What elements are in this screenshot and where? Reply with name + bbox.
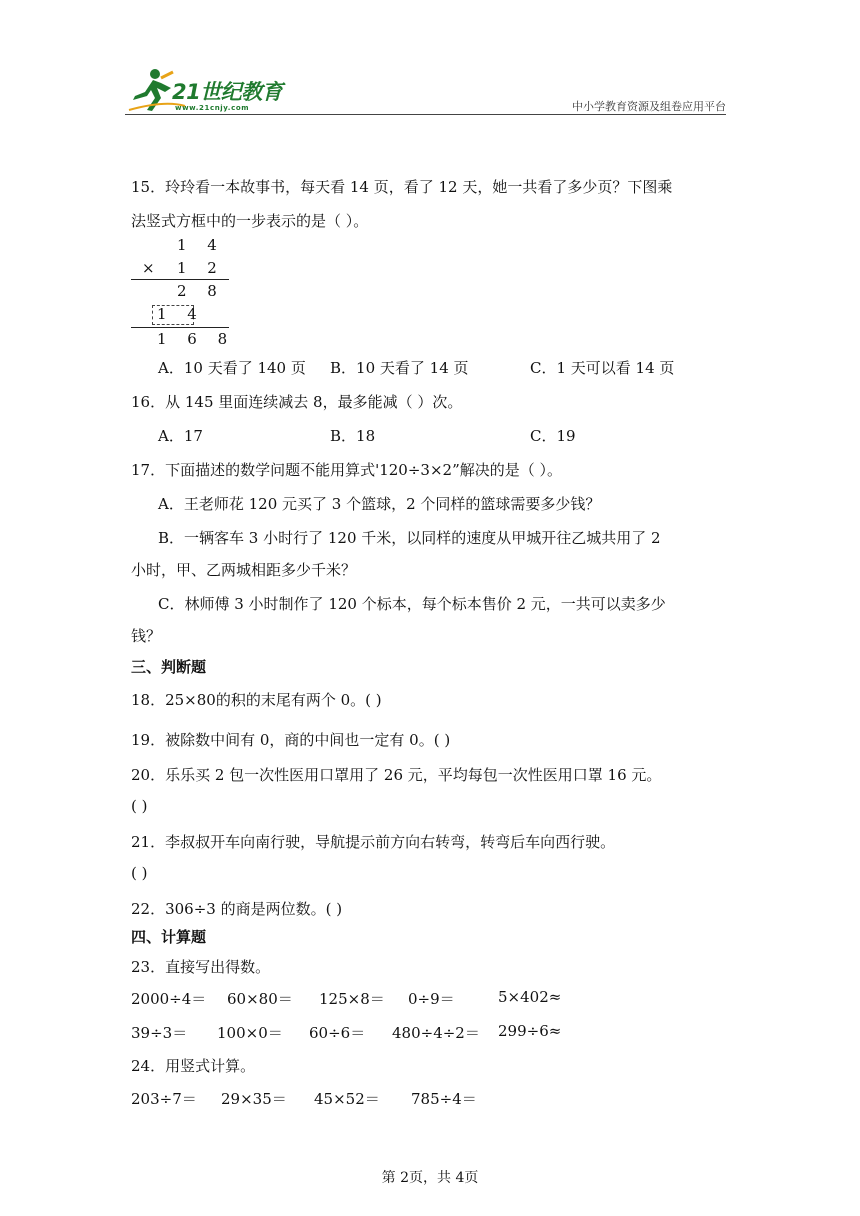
q24-c2: 29×35＝	[221, 1090, 287, 1108]
brand-name: 21世纪教育	[172, 80, 283, 104]
q15-option-c[interactable]: C．1 天可以看 14 页	[530, 359, 675, 377]
q24-c4: 785÷4＝	[411, 1090, 477, 1108]
vm-multiplier: 1 2	[177, 259, 225, 277]
page-number: 第 2页，共 4页	[381, 1170, 479, 1186]
q23-r2-c1: 39÷3＝	[131, 1024, 188, 1042]
q24-c1: 203÷7＝	[131, 1090, 197, 1108]
vm-line-1	[131, 279, 229, 280]
q23-stem: 23．直接写出得数。	[131, 958, 271, 976]
q23-r1-c3: 125×8＝	[319, 990, 385, 1008]
q21-answer-blank[interactable]: ( )	[131, 864, 148, 882]
header-divider	[125, 114, 726, 115]
brand-url: www.21cnjy.com	[175, 104, 250, 112]
vm-multiplicand: 1 4	[177, 236, 225, 254]
q16-option-c[interactable]: C．19	[530, 427, 576, 445]
q19: 19．被除数中间有 0，商的中间也一定有 0。( )	[131, 731, 451, 749]
q17-option-b-line2: 小时，甲、乙两城相距多少千米？	[131, 561, 357, 579]
vm-line-2	[131, 327, 229, 328]
q17-option-c-line1[interactable]: C．林师傅 3 小时制作了 120 个标本，每个标本售价 2 元，一共可以卖多少	[158, 595, 666, 613]
multiply-sign: ×	[142, 259, 155, 277]
q18: 18．25×80的积的末尾有两个 0。( )	[131, 691, 382, 709]
q17-stem: 17．下面描述的数学问题不能用算式'120÷3×2”解决的是（ ）。	[131, 461, 563, 479]
q21-line1: 21．李叔叔开车向南行驶，导航提示前方向右转弯，转弯后车向西行驶。	[131, 833, 616, 851]
q15-option-b[interactable]: B．10 天看了 14 页	[330, 359, 469, 377]
section-true-false-title: 三、判断题	[131, 658, 207, 676]
q15-option-a[interactable]: A．10 天看了 140 页	[158, 359, 306, 377]
q17-option-b-line1[interactable]: B．一辆客车 3 小时行了 120 千米，以同样的速度从甲城开往乙城共用了 2	[158, 529, 661, 547]
q20-answer-blank[interactable]: ( )	[131, 797, 148, 815]
q17-option-a[interactable]: A．王老师花 120 元买了 3 个篮球，2 个同样的篮球需要多少钱？	[158, 495, 601, 513]
vm-partial-2: 1 4	[157, 305, 205, 323]
q23-r2-c2: 100×0＝	[217, 1024, 283, 1042]
q23-r2-c3: 60÷6＝	[309, 1024, 366, 1042]
section-calculation-title: 四、计算题	[131, 928, 207, 946]
q23-r1-c5: 5×402≈	[498, 988, 562, 1006]
q15-stem-line2: 法竖式方框中的一步表示的是（ ）。	[131, 212, 369, 230]
q15-stem-line1: 15．玲玲看一本故事书，每天看 14 页，看了 12 天，她一共看了多少页？下图乘	[131, 178, 673, 196]
q20-line1: 20．乐乐买 2 包一次性医用口罩用了 26 元，平均每包一次性医用口罩 16 元。	[131, 766, 662, 784]
q24-c3: 45×52＝	[314, 1090, 380, 1108]
q24-stem: 24．用竖式计算。	[131, 1057, 256, 1075]
q23-r2-c5: 299÷6≈	[498, 1022, 562, 1040]
q23-r1-c2: 60×80＝	[227, 990, 293, 1008]
vm-result: 1 6 8	[157, 330, 236, 348]
q16-option-a[interactable]: A．17	[158, 427, 203, 445]
q16-option-b[interactable]: B．18	[330, 427, 376, 445]
q23-r1-c1: 2000÷4＝	[131, 990, 207, 1008]
q17-option-c-line2: 钱？	[131, 627, 162, 645]
q23-r1-c4: 0÷9＝	[408, 990, 455, 1008]
platform-name: 中小学教育资源及组卷应用平台	[572, 100, 726, 113]
q23-r2-c4: 480÷4÷2＝	[392, 1024, 480, 1042]
q22: 22．306÷3 的商是两位数。( )	[131, 900, 343, 918]
vm-partial-1: 2 8	[177, 282, 225, 300]
q16-stem: 16．从 145 里面连续减去 8，最多能减（ ）次。	[131, 393, 463, 411]
